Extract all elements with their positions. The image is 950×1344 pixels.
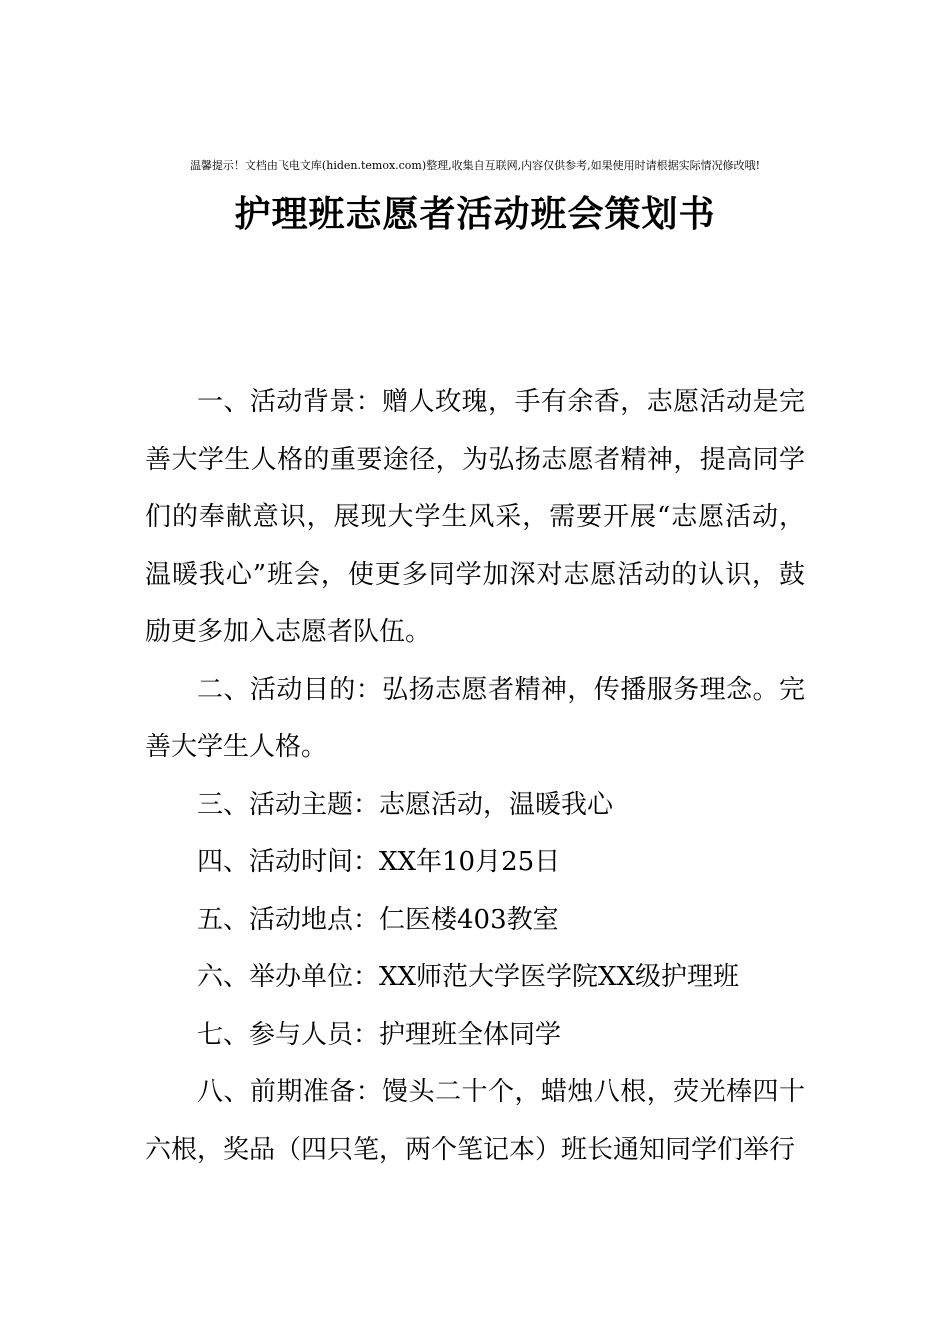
paragraph-organizer: 六、举办单位：XX师范大学医学院XX级护理班 xyxy=(197,962,740,992)
download-notice: 温馨提示！文档由飞电文库(hiden.temox.com)整理,收集自互联网,内容仅供参考,如果使用时请根据实际情况修改哦! xyxy=(189,159,761,172)
paragraph-location: 五、活动地点：仁医楼403教室 xyxy=(197,904,559,935)
paragraph-purpose: 二、活动目的：弘扬志愿者精神，传播服务理念。完善大学生人格。 xyxy=(145,674,805,762)
document-title: 护理班志愿者活动班会策划书 xyxy=(234,193,716,235)
paragraph-participants: 七、参与人员：护理班全体同学 xyxy=(197,1019,562,1050)
paragraph-theme: 三、活动主题：志愿活动，温暖我心 xyxy=(197,789,614,820)
document-body xyxy=(145,374,805,1179)
paragraph-background: 一、活动背景：赠人玫瑰，手有余香，志愿活动是完善大学生人格的重要途径，为弘扬志愿者精神，提高同学们的奉献意识，展现大学生风采，需要开展“志愿活动，温暖我心”班会，使更多同学加深对志愿活动的认识，鼓励更多加入志愿者队伍。 xyxy=(145,387,805,647)
paragraph-time: 四、活动时间：XX年10月25日 xyxy=(197,847,561,877)
paragraph-preparation: 八、前期准备：馒头二十个，蜡烛八根，荧光棒四十六根，奖品（四只笔，两个笔记本）班长通知同学们举行 xyxy=(145,1077,805,1165)
